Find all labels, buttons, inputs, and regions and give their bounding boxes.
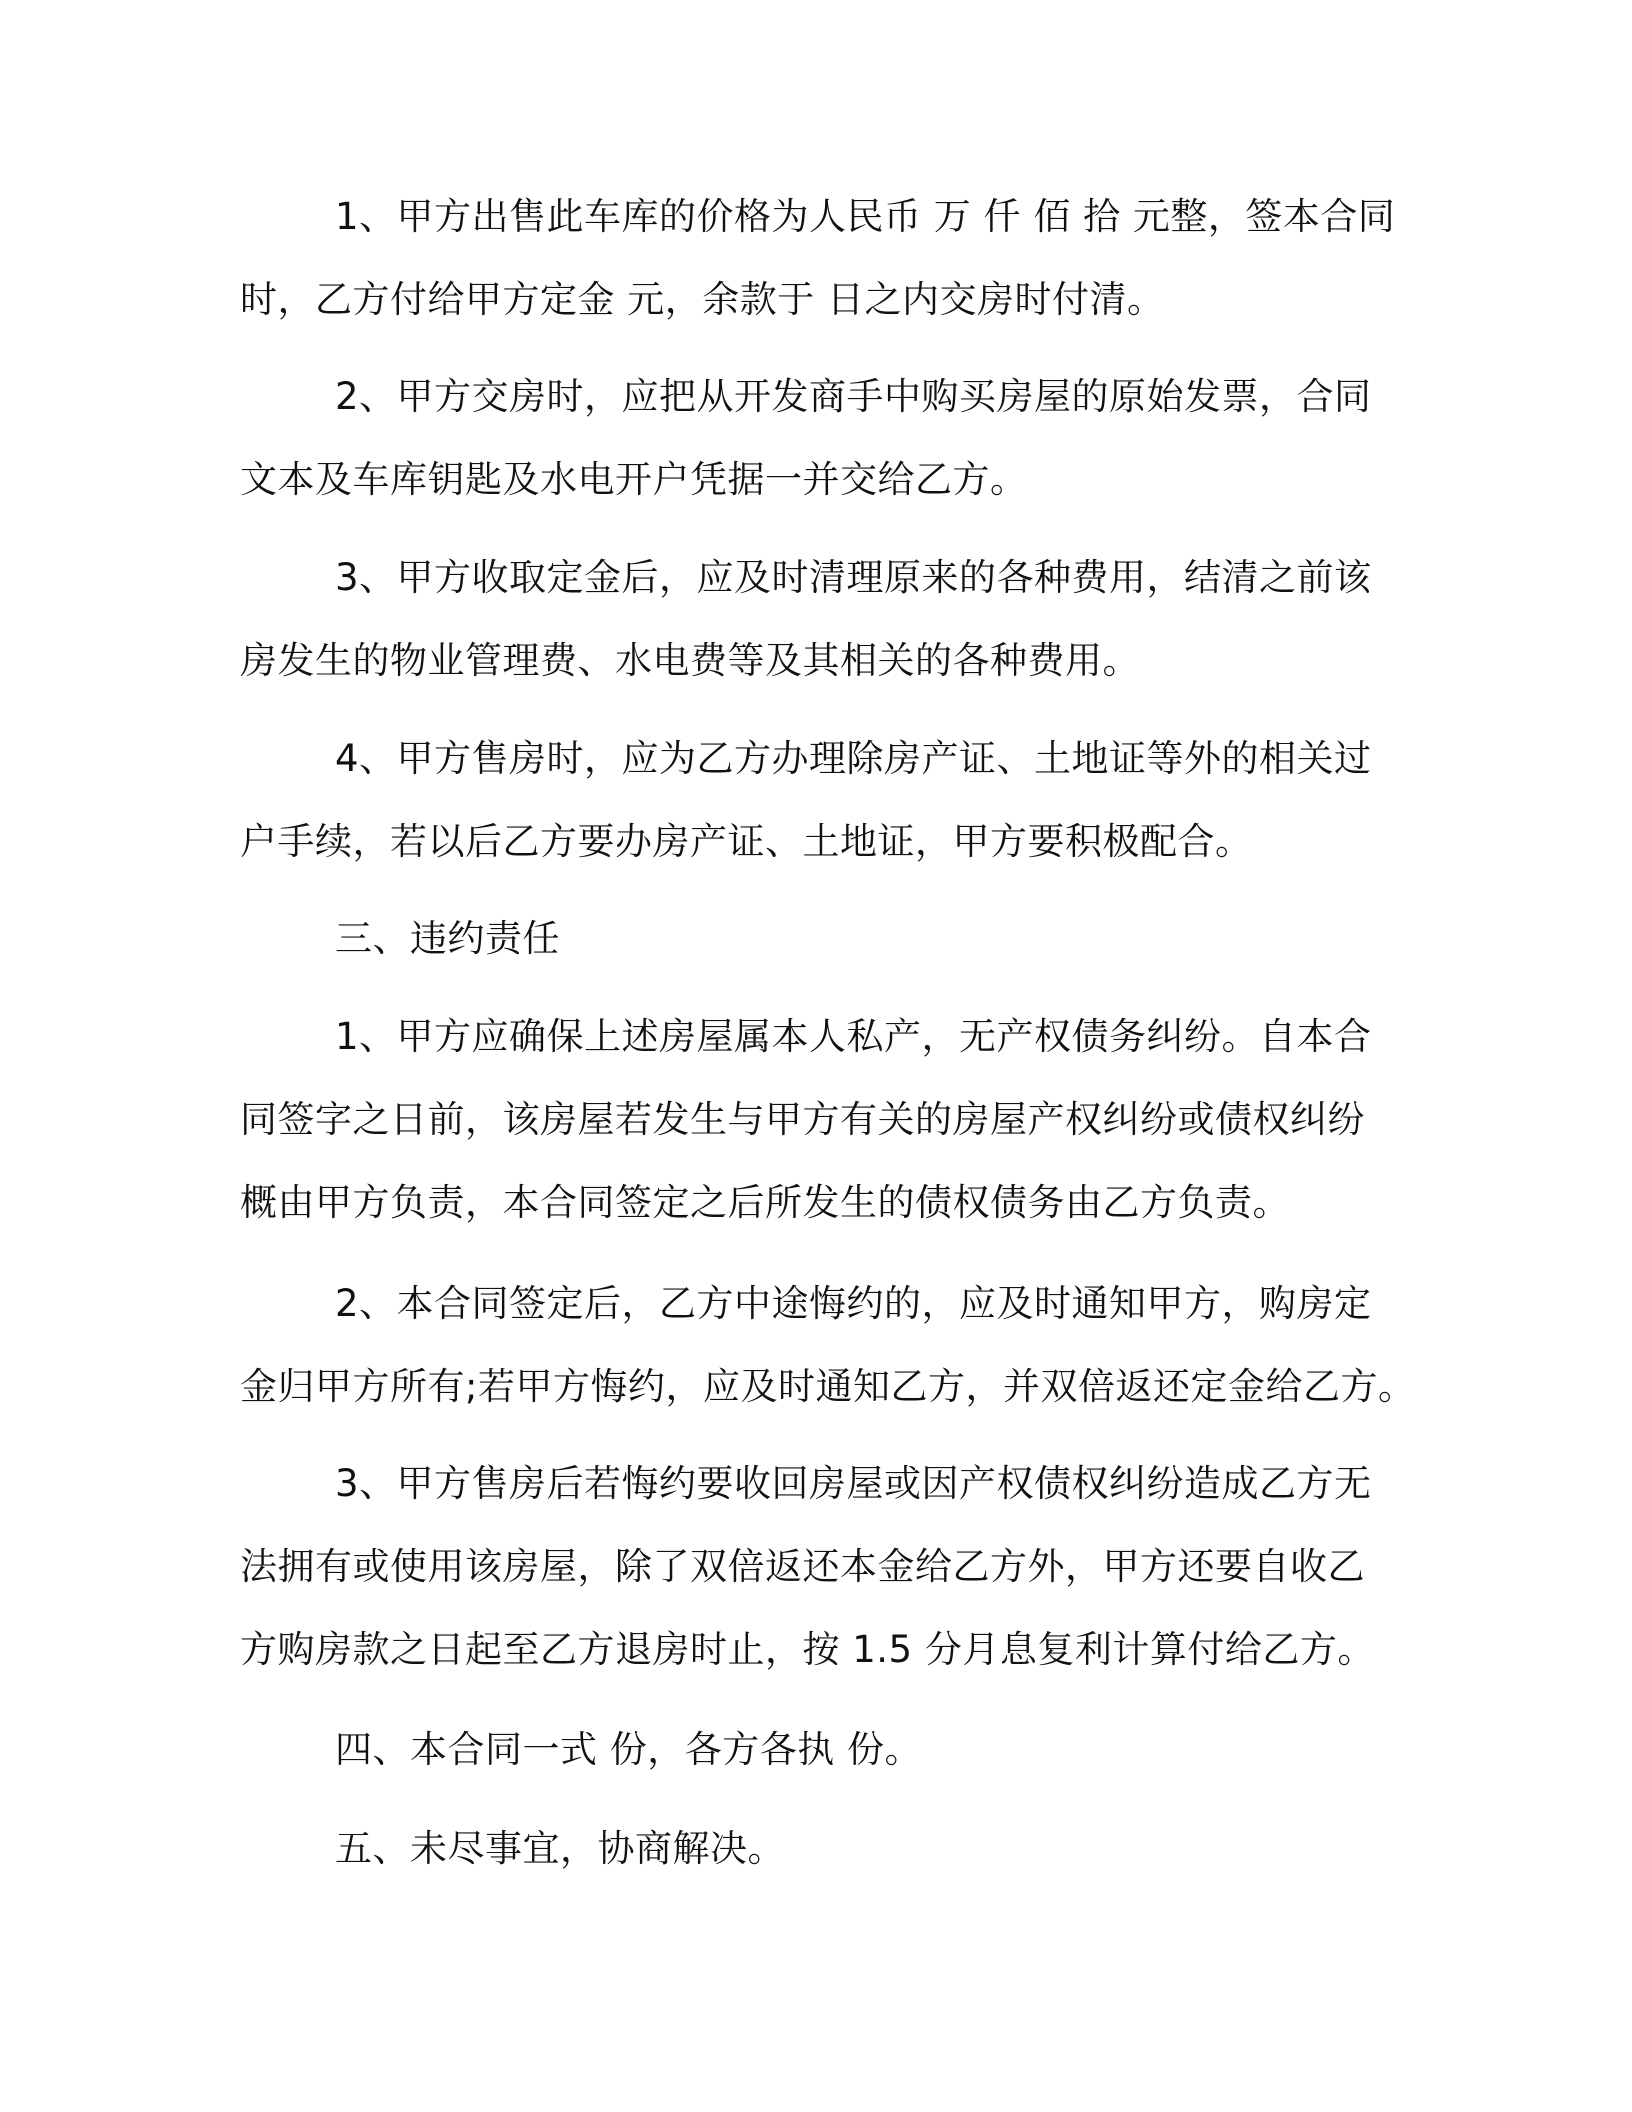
paragraph-line: 1、甲方应确保上述房屋属本人私产，无产权债务纠纷。自本合	[335, 1015, 1372, 1058]
clause-payment	[240, 175, 1396, 341]
clause-transfer	[240, 717, 1390, 883]
clause-seller-default	[240, 1442, 1390, 1691]
paragraph-line: 同签字之日前，该房屋若发生与甲方有关的房屋产权纠纷或债权纠纷	[240, 1098, 1365, 1141]
clause-copies	[240, 1708, 1390, 1791]
clause-handover	[240, 355, 1390, 521]
paragraph-line: 文本及车库钥匙及水电开户凭据一并交给乙方。	[240, 458, 1028, 501]
paragraph-line: 2、甲方交房时，应把从开发商手中购买房屋的原始发票，合同	[335, 375, 1372, 418]
paragraph-line: 房发生的物业管理费、水电费等及其相关的各种费用。	[240, 639, 1140, 682]
paragraph-line: 四、本合同一式 份，各方各执 份。	[335, 1728, 923, 1771]
clause-ownership	[240, 995, 1390, 1244]
clause-buyer-default	[240, 1262, 1416, 1428]
section-heading: 三、违约责任	[335, 917, 560, 960]
paragraph-line: 4、甲方售房时，应为乙方办理除房产证、土地证等外的相关过	[335, 737, 1372, 780]
paragraph-line: 金归甲方所有;若甲方悔约，应及时通知乙方，并双倍返还定金给乙方。	[240, 1365, 1416, 1408]
paragraph-line: 方购房款之日起至乙方退房时止，按 1.5 分月息复利计算付给乙方。	[240, 1628, 1375, 1671]
paragraph-line: 3、甲方售房后若悔约要收回房屋或因产权债权纠纷造成乙方无	[335, 1462, 1372, 1505]
section-heading-breach	[240, 897, 1390, 980]
paragraph-line: 五、未尽事宜，协商解决。	[335, 1827, 785, 1870]
paragraph-line: 时，乙方付给甲方定金 元，余款于 日之内交房时付清。	[240, 278, 1165, 321]
paragraph-line: 2、本合同签定后，乙方中途悔约的，应及时通知甲方，购房定	[335, 1282, 1372, 1325]
paragraph-line: 户手续，若以后乙方要办房产证、土地证，甲方要积极配合。	[240, 820, 1253, 863]
paragraph-line: 3、甲方收取定金后，应及时清理原来的各种费用，结清之前该	[335, 556, 1372, 599]
paragraph-line: 1、甲方出售此车库的价格为人民币 万 仟 佰 拾 元整，签本合同	[335, 195, 1396, 238]
clause-fees	[240, 536, 1390, 702]
paragraph-line: 法拥有或使用该房屋，除了双倍返还本金给乙方外，甲方还要自收乙	[240, 1545, 1365, 1588]
clause-other-matters	[240, 1807, 1390, 1890]
paragraph-line: 概由甲方负责，本合同签定之后所发生的债权债务由乙方负责。	[240, 1181, 1290, 1224]
